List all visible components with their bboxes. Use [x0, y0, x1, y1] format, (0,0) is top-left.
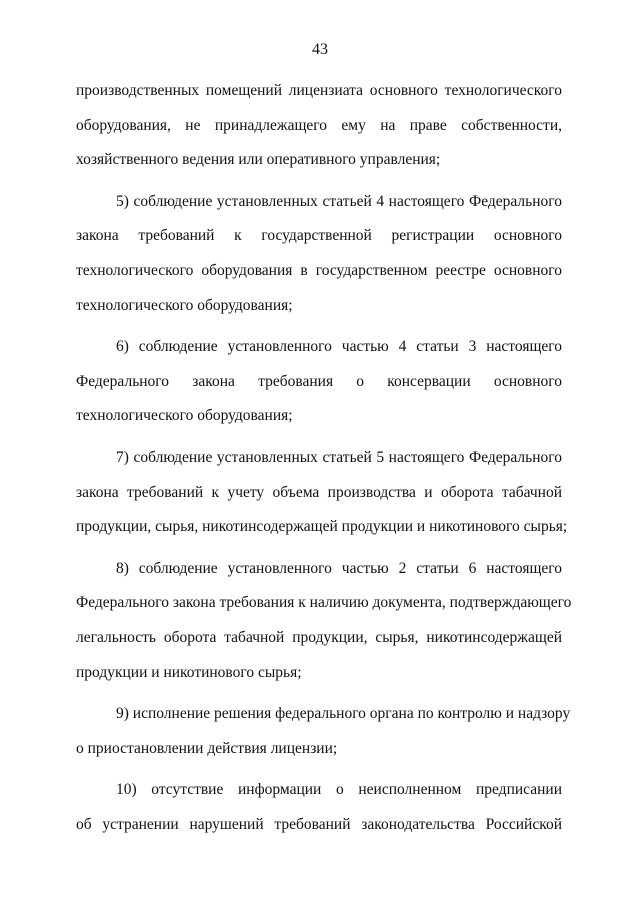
text-line: об устранении нарушений требований законодательства Российской [76, 815, 562, 833]
page-number: 43 [312, 41, 328, 58]
text-line: 9) исполнение решения федерального органа по контролю и надзору [116, 705, 571, 723]
text-line: 8) соблюдение установленного частью 2 статьи 6 настоящего [116, 559, 562, 577]
text-line: Федерального закона требования о консервации основного [76, 372, 562, 390]
text-line: хозяйственного ведения или оперативного управления; [76, 151, 441, 169]
paragraph-continuation [76, 74, 562, 178]
paragraph-item-10 [76, 773, 562, 842]
text-line: 5) соблюдение установленных статьей 4 настоящего Федерального [116, 192, 562, 210]
text-line: о приостановлении действия лицензии; [76, 739, 338, 757]
text-line: продукции и никотинового сырья; [76, 663, 302, 681]
text-line: оборудования, не принадлежащего ему на праве собственности, [76, 116, 562, 134]
paragraph-item-5 [76, 185, 562, 323]
paragraph-item-7 [76, 441, 568, 545]
paragraph-item-9 [76, 697, 571, 766]
text-line: технологического оборудования; [76, 407, 293, 425]
paragraph-item-8 [76, 552, 572, 690]
text-line: легальность оборота табачной продукции, сырья, никотинсодержащей [76, 628, 562, 646]
document-body [76, 74, 572, 849]
paragraph-item-6 [76, 330, 562, 434]
text-line: закона требований к учету объема производства и оборота табачной [76, 483, 562, 501]
text-line: Федерального закона требования к наличию документа, подтверждающего [76, 594, 572, 612]
text-line: продукции, сырья, никотинсодержащей продукции и никотинового сырья; [76, 518, 568, 536]
text-line: 6) соблюдение установленного частью 4 статьи 3 настоящего [116, 338, 562, 356]
text-line: технологического оборудования; [76, 296, 293, 314]
text-line: 10) отсутствие информации о неисполненном предписании [116, 781, 562, 799]
text-line: закона требований к государственной регистрации основного [76, 227, 562, 245]
text-line: 7) соблюдение установленных статьей 5 настоящего Федерального [116, 448, 562, 466]
text-line: технологического оборудования в государственном реестре основного [76, 261, 562, 279]
text-line: производственных помещений лицензиата основного технологического [76, 82, 562, 99]
